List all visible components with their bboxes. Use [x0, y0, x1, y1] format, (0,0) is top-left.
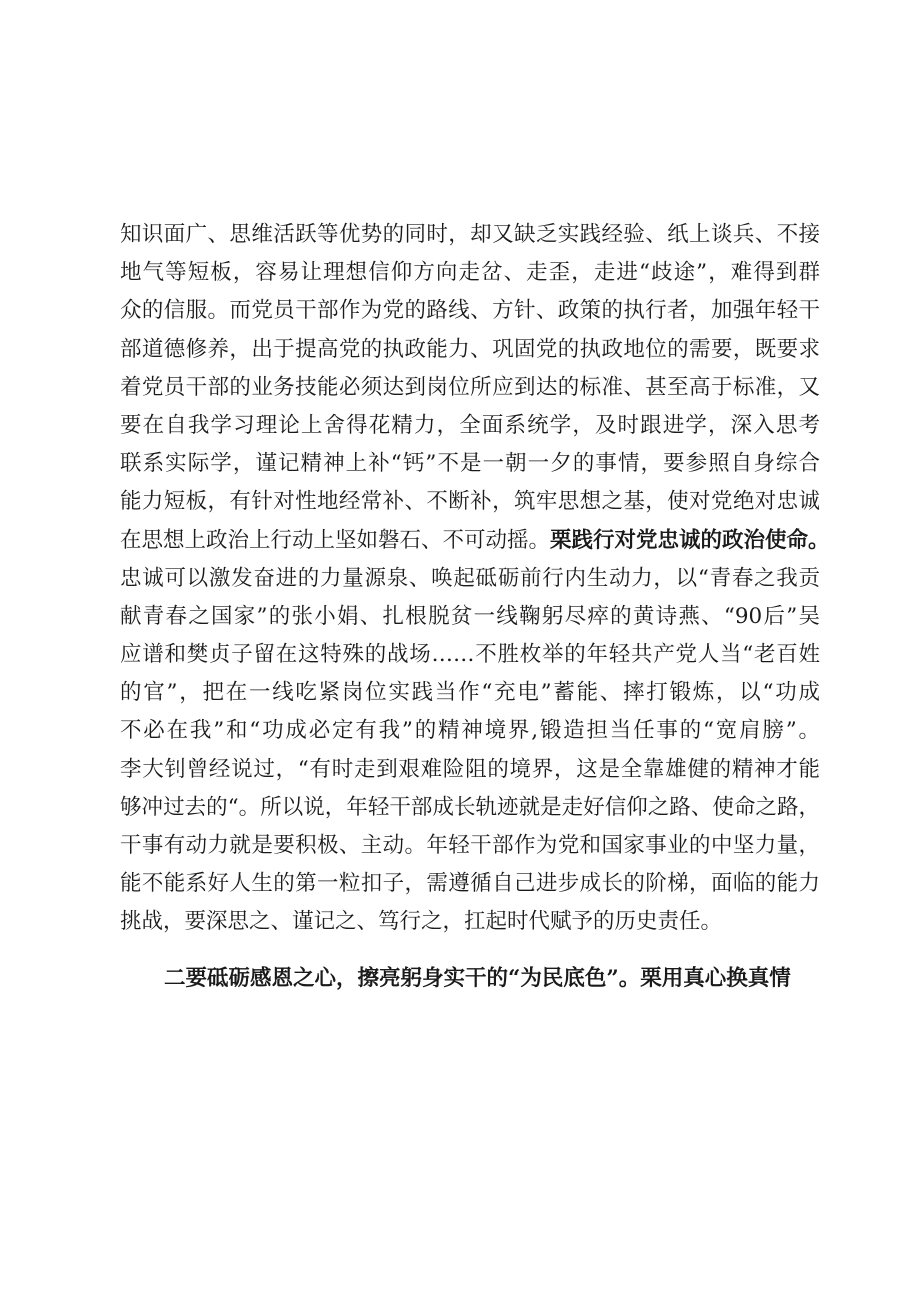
text-line: 不必在我”和“功成必定有我”的精神境界,锻造担当任事的“宽肩膀”。: [120, 718, 820, 744]
paragraph-gap: [120, 942, 820, 960]
bold-subheading-run: 栗践行对党忠诚的政治使命。: [550, 527, 830, 553]
text-line: 献青春之国家”的张小娟、扎根脱贫一线鞠躬尽瘁的黄诗燕、“90后”吴: [120, 603, 820, 629]
text-line: 部道德修养，出于提高党的执政能力、巩固党的执政地位的需要，既要求: [120, 336, 820, 362]
text-line: 能不能系好人生的第一粒扣子，需遵循自己进步成长的阶梯，面临的能力: [120, 871, 820, 897]
text-line: 地气等短板，容易让理想信仰方向走岔、走歪，走进“歧途”，难得到群: [120, 260, 820, 286]
text-line: 应谱和樊贞子留在这特殊的战场……不胜枚举的年轻共产党人当“老百姓: [120, 642, 820, 668]
text-line: 干事有动力就是要积极、主动。年轻干部作为党和国家事业的中坚力量，: [120, 833, 820, 858]
text-line: 够冲过去的“。所以说，年轻干部成长轨迹就是走好信仰之路、使命之路，: [120, 794, 820, 820]
text-line: 忠诚可以激发奋进的力量源泉、唤起砥砺前行内生动力，以“青春之我贡: [120, 565, 820, 591]
text-line: 知识面广、思维活跃等优势的同时，却又缺乏实践经验、纸上谈兵、不接: [120, 222, 820, 247]
text-run: 在思想上政治上行动上坚如磐石、不可动摇。: [120, 527, 551, 553]
text-line: 联系实际学，谨记精神上补“钙”不是一朝一夕的事情，要参照自身综合: [120, 451, 820, 477]
text-line: 李大钊曾经说过，“有时走到艰难险阻的境界，这是全靠雄健的精神才能: [120, 756, 820, 782]
text-line: 着党员干部的业务技能必须达到岗位所应到达的标准、甚至高于标准，又: [120, 374, 820, 400]
text-line-last: 挑战，要深思之、谨记之、笃行之，扛起时代赋予的历史责任。: [120, 909, 723, 935]
text-line: 众的信服。而党员干部作为党的路线、方针、政策的执行者，加强年轻干: [120, 298, 820, 324]
text-line: 能力短板，有针对性地经常补、不断补，筑牢思想之基，使对党绝对忠诚: [120, 489, 820, 515]
text-line-mixed: [120, 522, 830, 560]
text-line: 要在自我学习理论上舍得花精力，全面系统学，及时跟进学，深入思考: [120, 412, 820, 438]
text-line: 的官”，把在一线吃紧岗位实践当作“充电”蓄能、摔打锻炼，以“功成: [120, 680, 820, 706]
document-body: [120, 216, 830, 998]
section-heading-line: 二要砥砺感恩之心，擦亮躬身实干的“为民底色”。栗用真心换真情: [164, 965, 791, 991]
